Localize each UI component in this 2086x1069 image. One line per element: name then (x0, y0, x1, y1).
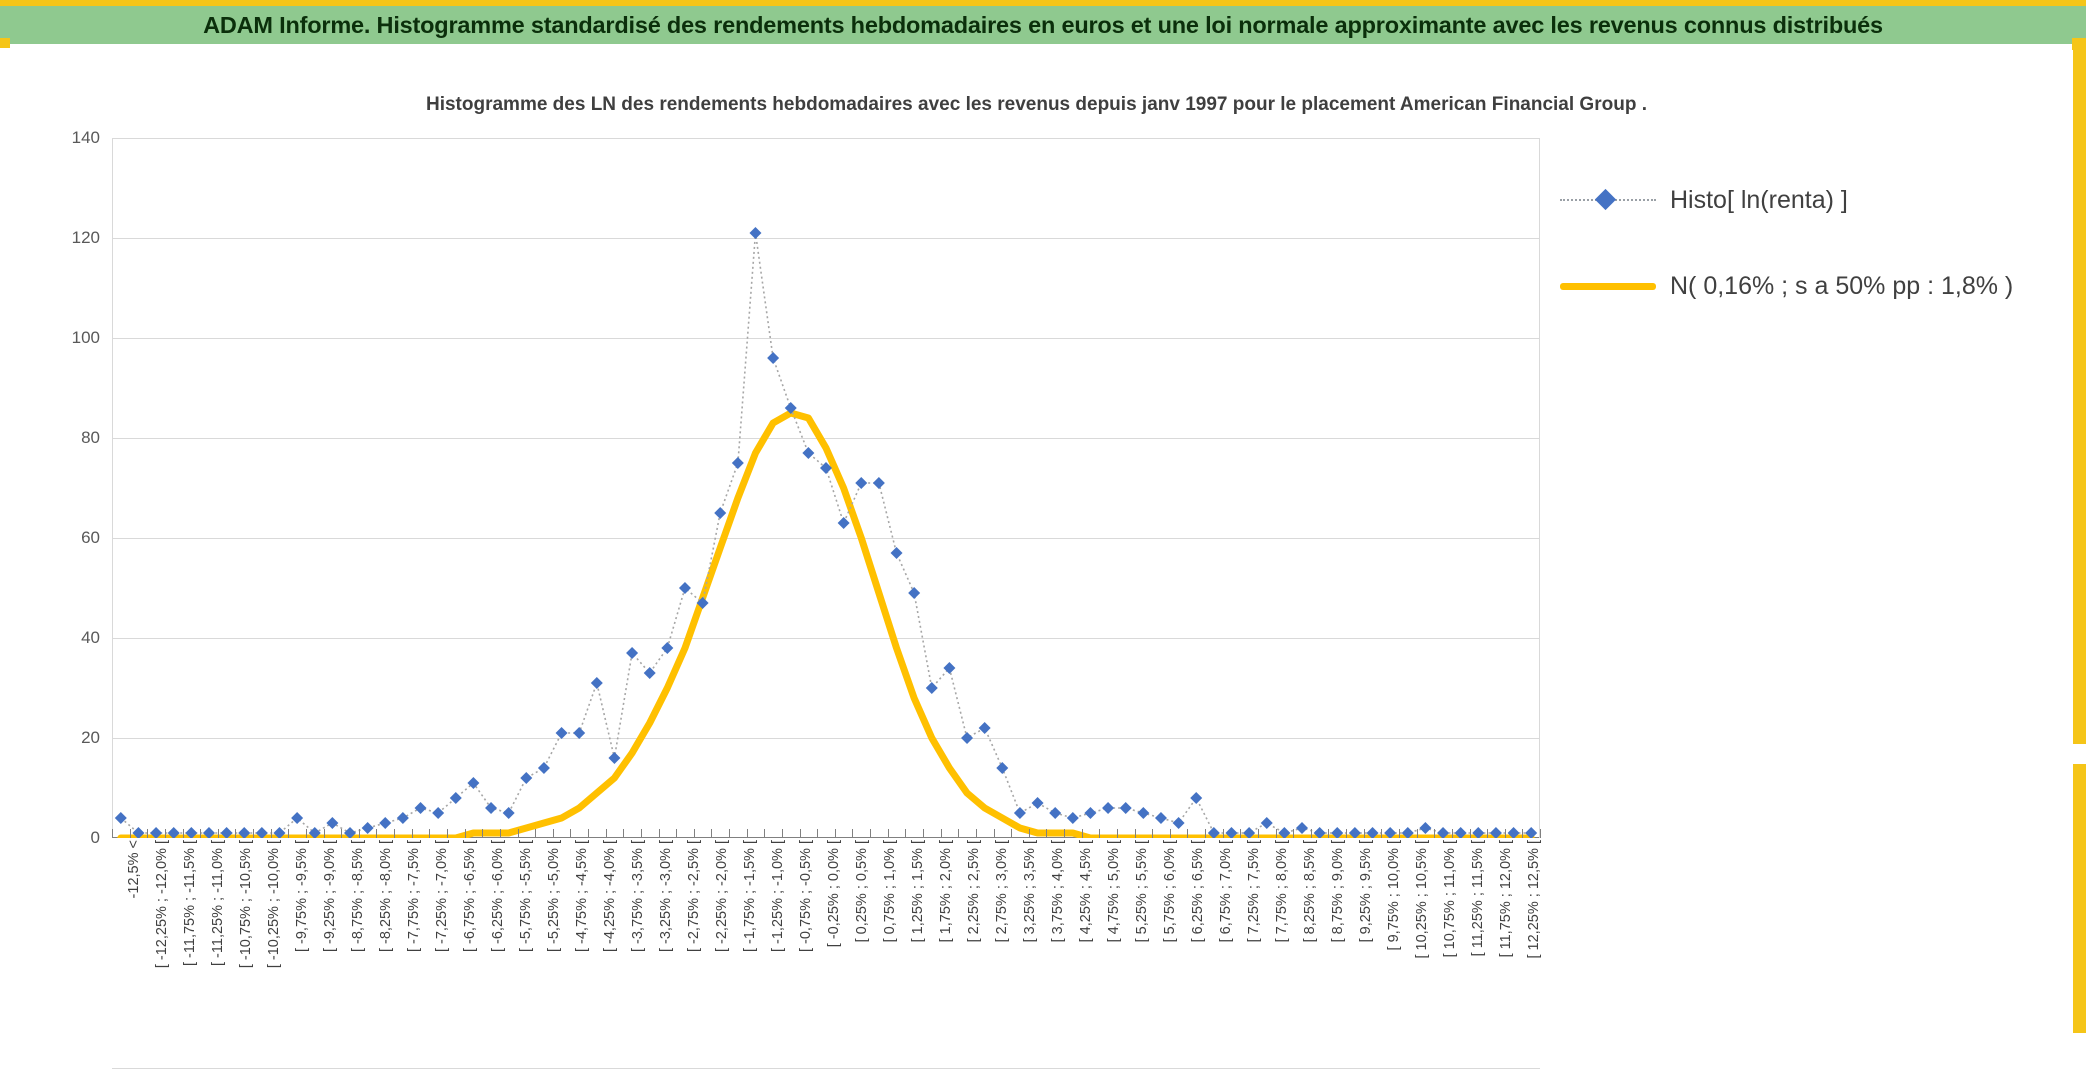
x-axis-tick-label: [ 6,75% ; 7,0% [ (1218, 840, 1234, 943)
data-point-marker (838, 517, 850, 529)
x-tick-mark (800, 829, 801, 838)
x-tick-mark (394, 829, 395, 838)
legend-item-normal[interactable] (1560, 256, 2030, 316)
data-point-marker (556, 727, 568, 739)
x-tick-mark (1487, 829, 1488, 838)
x-tick-mark (641, 829, 642, 838)
data-point-marker (873, 477, 885, 489)
data-point-marker (1102, 802, 1114, 814)
normal-curve (121, 413, 1531, 838)
data-point-marker (415, 802, 427, 814)
legend-item-histo[interactable] (1560, 170, 2030, 230)
data-point-marker (961, 732, 973, 744)
y-tick-label: 20 (81, 728, 100, 747)
x-axis-tick-label: [ 3,25% ; 3,5% [ (1022, 840, 1038, 943)
x-tick-mark (147, 829, 148, 838)
x-axis-tick-label: [ 4,75% ; 5,0% [ (1106, 840, 1122, 943)
data-point-marker (326, 817, 338, 829)
legend-label: Histo[ ln(renta) ] (1670, 185, 1848, 214)
x-tick-mark (235, 829, 236, 838)
x-tick-mark (905, 829, 906, 838)
x-tick-mark (1117, 829, 1118, 838)
x-tick-mark (1522, 829, 1523, 838)
x-tick-mark (271, 829, 272, 838)
x-axis-tick-label: [ 11,25% ; 11,5% [ (1470, 840, 1486, 957)
x-axis-tick-label: [ -3,25% ; -3,0% [ (658, 840, 674, 953)
data-point-marker (767, 352, 779, 364)
x-axis-tick-label: [ 8,25% ; 8,5% [ (1302, 840, 1318, 943)
x-axis-tick-label: [ 3,75% ; 4,0% [ (1050, 840, 1066, 943)
x-tick-mark (1399, 829, 1400, 838)
x-tick-mark (747, 829, 748, 838)
data-point-marker (1032, 797, 1044, 809)
x-axis-tick-label: [ 10,25% ; 10,5% [ (1414, 840, 1430, 959)
x-axis-tick-label: [ -10,75% ; -10,5% [ (238, 840, 254, 969)
x-tick-mark (1152, 829, 1153, 838)
x-tick-mark (218, 829, 219, 838)
x-tick-mark (1170, 829, 1171, 838)
x-axis-tick-label: [ 1,25% ; 1,5% [ (910, 840, 926, 943)
x-axis-tick-label: [ 12,25% ; 12,5% [ (1526, 840, 1542, 959)
x-axis-tick-label: [ -6,75% ; -6,5% [ (462, 840, 478, 953)
x-axis-tick-label: [ -0,25% ; 0,0% [ (826, 840, 842, 948)
y-tick-label: 80 (81, 428, 100, 447)
x-tick-mark (1452, 829, 1453, 838)
x-axis-tick-label: [ 2,25% ; 2,5% [ (966, 840, 982, 943)
x-axis-tick-label: [ -6,25% ; -6,0% [ (490, 840, 506, 953)
data-point-marker (1155, 812, 1167, 824)
data-point-marker (503, 807, 515, 819)
data-point-marker (1014, 807, 1026, 819)
x-axis-tick-label: [ -1,25% ; -1,0% [ (770, 840, 786, 953)
data-point-marker (732, 457, 744, 469)
right-edge-strip (2073, 44, 2086, 1033)
data-point-marker (362, 822, 374, 834)
x-tick-mark (324, 829, 325, 838)
x-axis-tick-label: [ 0,75% ; 1,0% [ (882, 840, 898, 943)
y-tick-label: 100 (71, 328, 100, 347)
chart-title: Histogramme des LN des rendements hebdomadaires avec les revenus depuis janv 1997 pour le placement American Financial Group . (425, 94, 1647, 115)
data-point-marker (520, 772, 532, 784)
x-tick-mark (306, 829, 307, 838)
x-tick-mark (817, 829, 818, 838)
data-point-marker (485, 802, 497, 814)
chart-legend (1560, 170, 2030, 316)
x-axis-tick-label: [ 5,75% ; 6,0% [ (1162, 840, 1178, 943)
x-tick-mark (606, 829, 607, 838)
x-tick-mark (994, 829, 995, 838)
x-tick-mark (1505, 829, 1506, 838)
header-banner (0, 0, 2086, 44)
x-tick-mark (623, 829, 624, 838)
data-point-marker (626, 647, 638, 659)
data-point-marker (538, 762, 550, 774)
x-axis-tick-label: [ -3,75% ; -3,5% [ (630, 840, 646, 953)
x-axis-tick-label: [ -8,25% ; -8,0% [ (378, 840, 394, 953)
x-tick-mark (412, 829, 413, 838)
x-axis-tick-label: [ -7,75% ; -7,5% [ (406, 840, 422, 953)
x-axis-tick-label: [ -5,75% ; -5,5% [ (518, 840, 534, 953)
x-tick-mark (288, 829, 289, 838)
x-axis-tick-label: [ 2,75% ; 3,0% [ (994, 840, 1010, 943)
x-tick-mark (1540, 829, 1541, 838)
x-tick-mark (518, 829, 519, 838)
x-axis-tick-label: [ -2,75% ; -2,5% [ (686, 840, 702, 953)
x-axis-tick-label: [ 4,25% ; 4,5% [ (1078, 840, 1094, 943)
data-point-marker (749, 227, 761, 239)
x-tick-mark (941, 829, 942, 838)
data-point-marker (926, 682, 938, 694)
x-tick-mark (535, 829, 536, 838)
x-axis-tick-label: [ 11,75% ; 12,0% [ (1498, 840, 1514, 958)
x-tick-mark (1205, 829, 1206, 838)
x-tick-mark (1064, 829, 1065, 838)
data-point-marker (943, 662, 955, 674)
x-tick-mark (1099, 829, 1100, 838)
x-tick-mark (1417, 829, 1418, 838)
data-point-marker (1296, 822, 1308, 834)
x-tick-mark (1258, 829, 1259, 838)
x-axis-tick-label: [ -4,25% ; -4,0% [ (602, 840, 618, 953)
x-tick-mark (958, 829, 959, 838)
x-axis-tick-label: [ 7,75% ; 8,0% [ (1274, 840, 1290, 943)
x-axis-tick-label: [ -10,25% ; -10,0% [ (266, 840, 282, 969)
x-tick-mark (1187, 829, 1188, 838)
x-axis-tick-label: [ 9,75% ; 10,0% [ (1386, 840, 1402, 951)
data-point-marker (996, 762, 1008, 774)
x-axis-tick-label: [ 0,25% ; 0,5% [ (854, 840, 870, 943)
x-tick-mark (1381, 829, 1382, 838)
x-tick-mark (729, 829, 730, 838)
x-tick-mark (835, 829, 836, 838)
x-tick-mark (341, 829, 342, 838)
x-axis-tick-label: [ 7,25% ; 7,5% [ (1246, 840, 1262, 943)
data-point-marker (608, 752, 620, 764)
banner-left-accent (0, 38, 10, 48)
histogram-line (121, 233, 1531, 833)
x-axis-tick-label: -12,5% < (126, 840, 142, 899)
x-axis-tick-label: [ -9,25% ; -9,0% [ (322, 840, 338, 953)
x-axis-tick-label: [ -2,25% ; -2,0% [ (714, 840, 730, 953)
data-point-marker (714, 507, 726, 519)
x-tick-mark (888, 829, 889, 838)
x-tick-mark (1434, 829, 1435, 838)
legend-label: N( 0,16% ; s a 50% pp : 1,8% ) (1670, 271, 2014, 300)
data-point-marker (397, 812, 409, 824)
x-axis-tick-label: [ -9,75% ; -9,5% [ (294, 840, 310, 953)
right-edge-segment (2073, 44, 2086, 744)
x-tick-mark (1240, 829, 1241, 838)
x-tick-mark (429, 829, 430, 838)
x-tick-mark (588, 829, 589, 838)
x-tick-mark (1223, 829, 1224, 838)
x-tick-mark (976, 829, 977, 838)
x-tick-mark (1364, 829, 1365, 838)
data-point-marker (908, 587, 920, 599)
data-point-marker (855, 477, 867, 489)
data-point-marker (644, 667, 656, 679)
x-axis-tick-label: [ -0,75% ; -0,5% [ (798, 840, 814, 953)
x-tick-mark (782, 829, 783, 838)
data-point-marker (467, 777, 479, 789)
x-tick-mark (1346, 829, 1347, 838)
x-axis-tick-label: [ 5,25% ; 5,5% [ (1134, 840, 1150, 943)
x-axis-tick-label: [ -5,25% ; -5,0% [ (546, 840, 562, 953)
x-tick-mark (1011, 829, 1012, 838)
x-tick-mark (1293, 829, 1294, 838)
x-tick-mark (1135, 829, 1136, 838)
x-tick-mark (1046, 829, 1047, 838)
x-axis-tick-label: [ -8,75% ; -8,5% [ (350, 840, 366, 953)
x-tick-mark (465, 829, 466, 838)
x-tick-mark (1311, 829, 1312, 838)
y-tick-label: 60 (81, 528, 100, 547)
data-point-marker (1190, 792, 1202, 804)
x-axis-tick-label: [ -1,75% ; -1,5% [ (742, 840, 758, 953)
x-tick-mark (1328, 829, 1329, 838)
data-point-marker (573, 727, 585, 739)
x-tick-mark (852, 829, 853, 838)
x-tick-mark (711, 829, 712, 838)
x-tick-mark (676, 829, 677, 838)
data-point-marker (1084, 807, 1096, 819)
x-axis-tick-label: [ 1,75% ; 2,0% [ (938, 840, 954, 943)
x-axis-tick-label: [ -11,75% ; -11,5% [ (182, 840, 198, 966)
x-tick-mark (659, 829, 660, 838)
x-tick-mark (359, 829, 360, 838)
data-point-marker (802, 447, 814, 459)
x-tick-mark (553, 829, 554, 838)
data-point-marker (661, 642, 673, 654)
chart-container (0, 50, 2073, 1033)
data-point-marker (679, 582, 691, 594)
series-layer (112, 138, 1540, 838)
banner-title: ADAM Informe. Histogramme standardisé des rendements hebdomadaires en euros et une loi normale approximante avec les revenus connus distribués (203, 11, 1883, 38)
legend-marker-line-icon (1560, 283, 1656, 290)
legend-marker-diamond-icon (1560, 190, 1656, 210)
data-point-marker (891, 547, 903, 559)
x-tick-mark (500, 829, 501, 838)
x-tick-mark (112, 829, 113, 838)
data-point-marker (379, 817, 391, 829)
x-tick-mark (570, 829, 571, 838)
x-tick-mark (376, 829, 377, 838)
x-axis-tick-label: [ 8,75% ; 9,0% [ (1330, 840, 1346, 943)
x-tick-mark (200, 829, 201, 838)
x-tick-mark (1276, 829, 1277, 838)
data-point-marker (1173, 817, 1185, 829)
y-tick-label: 0 (90, 828, 100, 847)
x-axis-labels (112, 840, 1540, 1040)
plot-area (71, 128, 1540, 847)
x-tick-mark (482, 829, 483, 838)
data-point-marker (1067, 812, 1079, 824)
x-axis-tick-label: [ -11,25% ; -11,0% [ (210, 840, 226, 966)
x-axis-tick-label: [ -7,25% ; -7,0% [ (434, 840, 450, 953)
data-point-marker (1120, 802, 1132, 814)
x-axis-tick-label: [ -12,25% ; -12,0% [ (154, 840, 170, 969)
x-tick-mark (870, 829, 871, 838)
data-point-marker (1261, 817, 1273, 829)
x-tick-mark (447, 829, 448, 838)
right-edge-segment (2073, 764, 2086, 1033)
y-tick-label: 40 (81, 628, 100, 647)
data-point-marker (979, 722, 991, 734)
x-axis-tick-label: [ -4,75% ; -4,5% [ (574, 840, 590, 953)
x-tick-mark (923, 829, 924, 838)
data-point-marker (1137, 807, 1149, 819)
y-tick-label: 120 (71, 228, 100, 247)
data-point-marker (1419, 822, 1431, 834)
x-tick-mark (165, 829, 166, 838)
x-axis-tick-label: [ 10,75% ; 11,0% [ (1442, 840, 1458, 958)
y-tick-label: 140 (71, 128, 100, 147)
x-tick-mark (764, 829, 765, 838)
x-tick-mark (1029, 829, 1030, 838)
x-tick-mark (253, 829, 254, 838)
data-point-marker (591, 677, 603, 689)
x-tick-mark (183, 829, 184, 838)
x-tick-mark (1470, 829, 1471, 838)
data-point-marker (1049, 807, 1061, 819)
x-tick-mark (130, 829, 131, 838)
x-tick-mark (694, 829, 695, 838)
x-axis-tick-label: [ 6,25% ; 6,5% [ (1190, 840, 1206, 943)
x-tick-mark (1082, 829, 1083, 838)
x-axis-tick-label: [ 9,25% ; 9,5% [ (1358, 840, 1374, 943)
